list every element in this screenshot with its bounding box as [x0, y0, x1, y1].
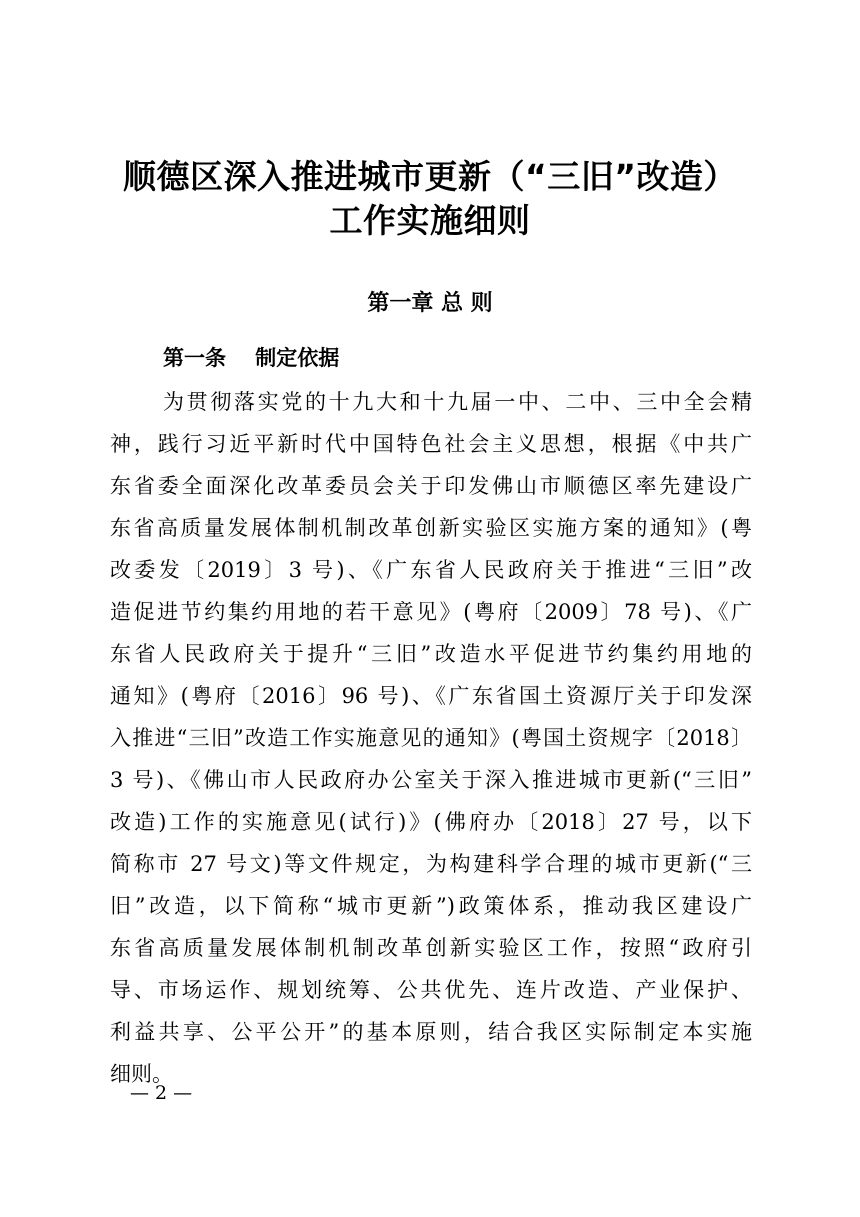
paragraph-line: 3 号)、《佛山市人民政府办公室关于深入推进城市更新(“三旧”: [110, 768, 752, 792]
chapter-heading: 第一章 总 则: [367, 291, 493, 316]
paragraph-line: 旧”改造，以下简称“城市更新”)政策体系，推动我区建设广: [110, 894, 752, 918]
paragraph-line: 简称市 27 号文)等文件规定，为构建科学合理的城市更新(“三: [110, 852, 752, 876]
paragraph-line: 入推进“三旧”改造工作实施意见的通知》(粤国土资规字〔2018〕: [110, 726, 752, 750]
paragraph-line: 导、市场运作、规划统筹、公共优先、连片改造、产业保护、: [110, 978, 752, 1002]
document-title-line-1: 顺德区深入推进城市更新（“三旧”改造）: [123, 157, 737, 196]
paragraph-line: 利益共享、公平公开”的基本原则，结合我区实际制定本实施: [110, 1020, 752, 1044]
paragraph-line: 细则。: [110, 1062, 173, 1086]
paragraph-line: 东省人民政府关于提升“三旧”改造水平促进节约集约用地的: [110, 642, 752, 666]
article-heading: 第一条 制定依据: [163, 346, 340, 370]
paragraph-line: 改造)工作的实施意见(试行)》(佛府办〔2018〕27 号，以下: [110, 810, 752, 834]
paragraph-line: 改委发〔2019〕3 号)、《广东省人民政府关于推进“三旧”改: [110, 558, 752, 582]
page-number: — 2 —: [130, 1082, 193, 1104]
document-title-line-2: 工作实施细则: [329, 201, 531, 240]
paragraph-line: 造促进节约集约用地的若干意见》(粤府〔2009〕78 号)、《广: [110, 600, 752, 624]
paragraph-line: 东省高质量发展体制机制改革创新实验区工作，按照“政府引: [110, 936, 752, 960]
paragraph-line: 神，践行习近平新时代中国特色社会主义思想，根据《中共广: [110, 432, 752, 456]
paragraph-line: 为贯彻落实党的十九大和十九届一中、二中、三中全会精: [163, 390, 752, 414]
article-paragraph: [110, 381, 752, 1095]
paragraph-line: 东省委全面深化改革委员会关于印发佛山市顺德区率先建设广: [110, 474, 752, 498]
paragraph-line: 通知》(粤府〔2016〕96 号)、《广东省国土资源厅关于印发深: [110, 684, 752, 708]
paragraph-line: 东省高质量发展体制机制改革创新实验区实施方案的通知》(粤: [110, 516, 752, 540]
